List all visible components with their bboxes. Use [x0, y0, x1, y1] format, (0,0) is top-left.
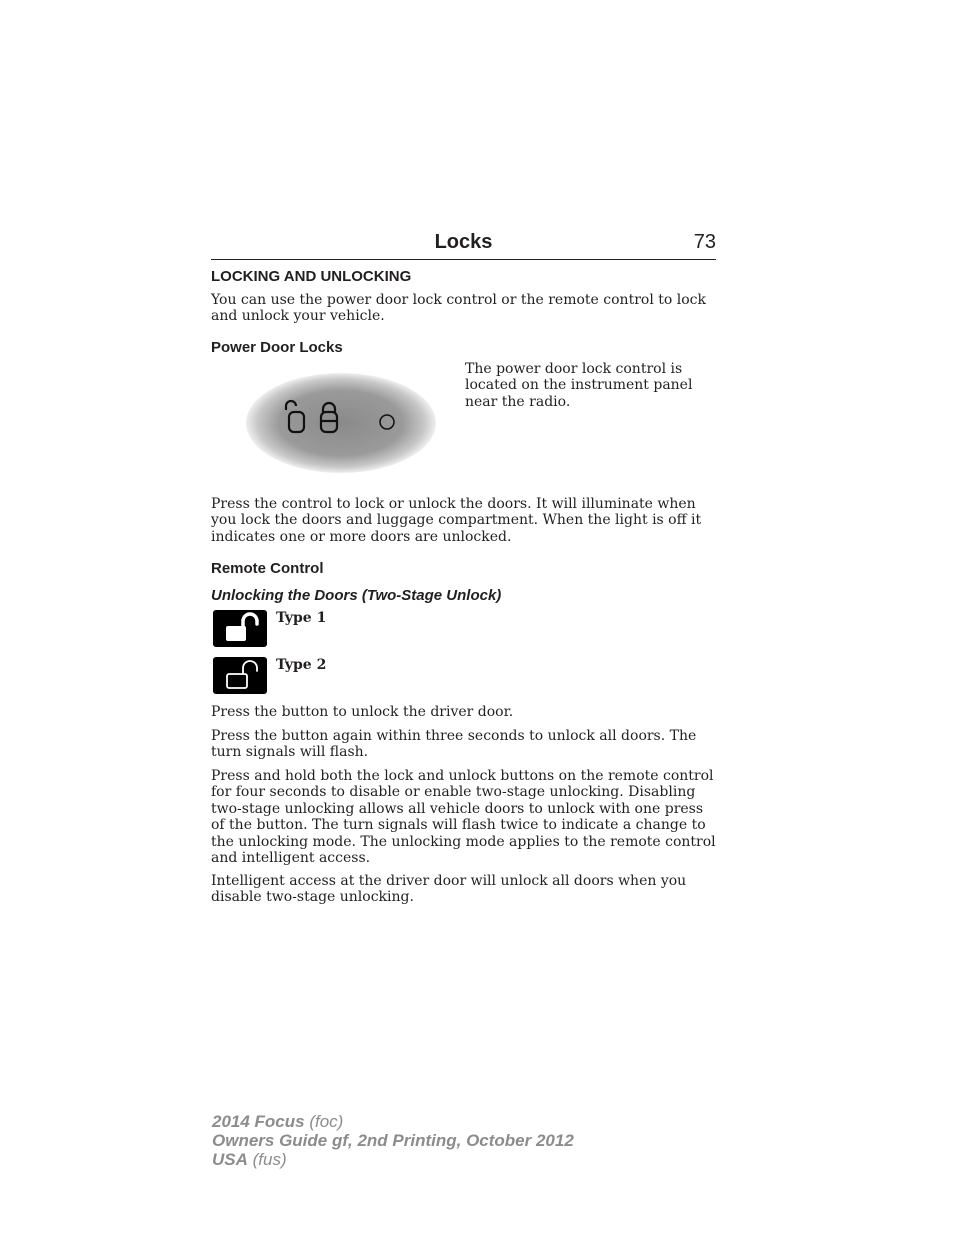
page-header — [211, 229, 716, 260]
footer-market: USA — [212, 1150, 248, 1169]
power-door-locks-title: Power Door Locks — [211, 339, 343, 356]
power-door-lock-control-image — [245, 372, 437, 474]
remote-paragraph-1: Press the button to unlock the driver door. — [211, 704, 514, 720]
two-stage-unlock-subtitle: Unlocking the Doors (Two-Stage Unlock) — [211, 587, 502, 604]
remote-paragraph-3: Press and hold both the lock and unlock buttons on the remote control for four seconds to disable or enable two-stage unlocking. Disabling two-stage unlocking allows all vehicle doors to unlock with one press of the button. The turn signals will flash twice to indicate a change to the unlocking mode. The unlocking mode applies to the remote control and intelligent access. — [211, 768, 716, 867]
remote-paragraph-4: Intelligent access at the driver door will unlock all doors when you disable two-stage unlocking. — [211, 873, 687, 906]
page-footer — [212, 1112, 574, 1169]
type-1-label: Type 1 — [276, 610, 327, 626]
type-2-label: Type 2 — [276, 657, 327, 673]
footer-guide: Owners Guide gf, 2nd Printing, October 2012 — [212, 1131, 574, 1150]
unlock-padlock-outline-icon — [213, 657, 267, 694]
unlock-padlock-solid-icon — [213, 610, 267, 647]
chapter-title: Locks — [434, 231, 493, 253]
page-number: 73 — [693, 231, 716, 253]
footer-model: 2014 Focus — [212, 1112, 305, 1131]
power-door-lock-caption: The power door lock control is located on the instrument panel near the radio. — [465, 361, 693, 410]
section-intro: You can use the power door lock control or the remote control to lock and unlock your vehicle. — [211, 292, 706, 325]
remote-paragraph-2: Press the button again within three seconds to unlock all doors. The turn signals will flash. — [211, 728, 697, 761]
footer-model-code: (foc) — [309, 1112, 344, 1131]
remote-control-title: Remote Control — [211, 560, 324, 577]
footer-market-code: (fus) — [252, 1150, 287, 1169]
section-title: LOCKING AND UNLOCKING — [211, 268, 412, 285]
power-door-lock-description: Press the control to lock or unlock the doors. It will illuminate when you lock the doors and luggage compartment. When the light is off it indicates one or more doors are unlocked. — [211, 496, 702, 545]
